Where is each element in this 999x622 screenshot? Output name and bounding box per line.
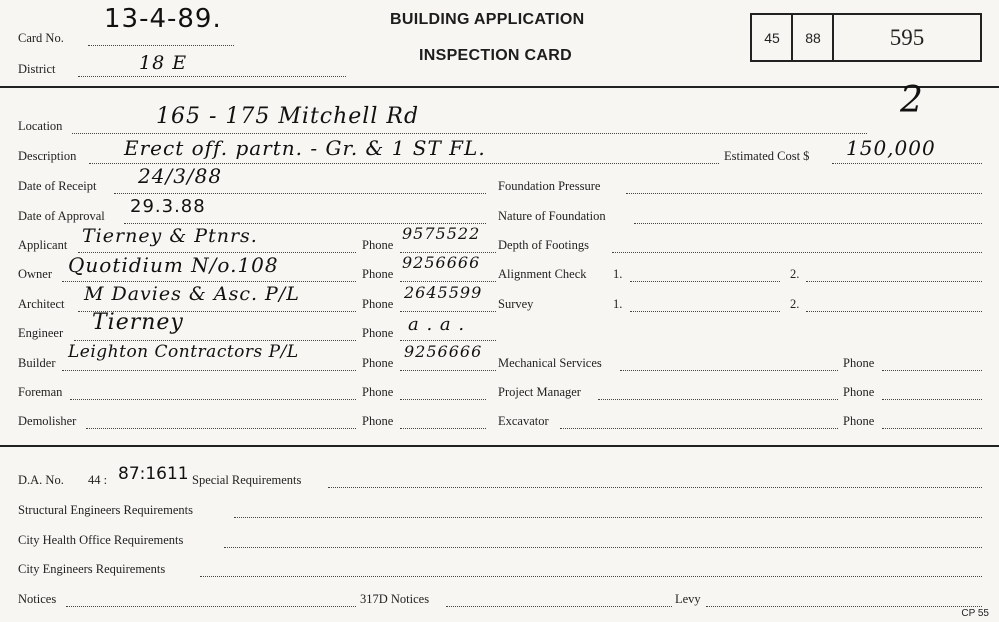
card-no-label: Card No. <box>18 31 64 45</box>
demolisher-phone-line <box>400 428 486 429</box>
receipt-line <box>114 193 486 194</box>
city-engineers-line <box>200 576 982 577</box>
notices-317d-line <box>446 606 672 607</box>
box-a: 45 <box>764 29 780 46</box>
location-line <box>72 133 867 134</box>
estimated-cost-label: Estimated Cost $ <box>724 149 810 163</box>
demolisher-label: Demolisher <box>18 414 77 428</box>
district-line <box>78 76 346 77</box>
depth-footings-label: Depth of Footings <box>498 238 589 252</box>
survey-label: Survey <box>498 297 534 311</box>
special-requirements-label: Special Requirements <box>192 473 302 487</box>
excavator-label: Excavator <box>498 414 549 428</box>
architect-phone-label: Phone <box>362 297 394 311</box>
applicant-phone: 9575522 <box>402 224 481 243</box>
survey-1-line <box>630 311 780 312</box>
notices-line <box>66 606 356 607</box>
foreman-phone-line <box>400 399 486 400</box>
foreman-line <box>70 399 356 400</box>
depth-footings-line <box>612 252 982 253</box>
card-number-box <box>750 13 982 62</box>
city-engineers-label: City Engineers Requirements <box>18 562 166 576</box>
foundation-pressure-line <box>626 193 982 194</box>
mechanical-phone-line <box>882 370 982 371</box>
da-prefix: 44 : <box>88 473 108 487</box>
structural-label: Structural Engineers Requirements <box>18 503 193 517</box>
builder-phone-line <box>400 370 496 371</box>
mechanical-phone-label: Phone <box>843 356 875 370</box>
box-b: 88 <box>805 29 821 46</box>
structural-line <box>234 517 982 518</box>
applicant-value: Tierney & Ptnrs. <box>82 225 258 247</box>
builder-value: Leighton Contractors P/L <box>68 342 299 362</box>
builder-line <box>62 370 356 371</box>
survey-2-label: 2. <box>790 297 800 311</box>
owner-value: Quotidium N/o.108 <box>68 253 279 277</box>
alignment-1-label: 1. <box>613 267 623 281</box>
estimated-cost-line <box>832 163 982 164</box>
project-manager-label: Project Manager <box>498 385 581 399</box>
project-manager-phone-label: Phone <box>843 385 875 399</box>
alignment-label: Alignment Check <box>498 267 587 281</box>
location-mark: 2 <box>900 80 924 121</box>
health-line <box>224 547 982 548</box>
special-requirements-line <box>328 487 982 488</box>
engineer-phone-label: Phone <box>362 326 394 340</box>
receipt-label: Date of Receipt <box>18 179 97 193</box>
engineer-line <box>74 340 356 341</box>
applicant-phone-label: Phone <box>362 238 394 252</box>
engineer-phone: a . a . <box>408 314 466 335</box>
architect-phone-line <box>400 311 496 312</box>
nature-foundation-label: Nature of Foundation <box>498 209 606 223</box>
card-no-line <box>88 45 234 46</box>
owner-phone: 9256666 <box>402 253 481 272</box>
lower-divider <box>0 445 999 447</box>
alignment-2-label: 2. <box>790 267 800 281</box>
notices-label: Notices <box>18 592 57 606</box>
alignment-2-line <box>806 281 982 282</box>
applicant-label: Applicant <box>18 238 68 252</box>
survey-2-line <box>806 311 982 312</box>
receipt-value: 24/3/88 <box>138 164 223 188</box>
approval-value: 29.3.88 <box>130 196 206 217</box>
location-value: 165 - 175 Mitchell Rd <box>156 104 420 129</box>
mechanical-line <box>620 370 838 371</box>
engineer-value: Tierney <box>92 310 184 335</box>
estimated-cost-value: 150,000 <box>846 136 936 160</box>
excavator-line <box>560 428 838 429</box>
description-label: Description <box>18 149 77 163</box>
levy-label: Levy <box>675 592 701 606</box>
location-label: Location <box>18 119 63 133</box>
demolisher-line <box>86 428 356 429</box>
owner-line <box>62 281 356 282</box>
builder-label: Builder <box>18 356 56 370</box>
health-label: City Health Office Requirements <box>18 533 184 547</box>
form-subtitle: INSPECTION CARD <box>419 47 572 64</box>
builder-phone: 9256666 <box>404 342 483 361</box>
architect-label: Architect <box>18 297 65 311</box>
serial-number: 595 <box>889 24 925 50</box>
description-value: Erect off. partn. - Gr. & 1 ST FL. <box>124 136 486 160</box>
nature-foundation-line <box>634 223 982 224</box>
approval-label: Date of Approval <box>18 209 105 223</box>
owner-label: Owner <box>18 267 53 281</box>
form-code: CP 55 <box>961 608 989 619</box>
mechanical-label: Mechanical Services <box>498 356 602 370</box>
excavator-phone-label: Phone <box>843 414 875 428</box>
foreman-phone-label: Phone <box>362 385 394 399</box>
da-label: D.A. No. <box>18 473 64 487</box>
form-title: BUILDING APPLICATION <box>390 11 585 28</box>
header-divider <box>0 86 999 88</box>
builder-phone-label: Phone <box>362 356 394 370</box>
alignment-1-line <box>630 281 780 282</box>
architect-phone: 2645599 <box>404 283 483 302</box>
notices-317d-label: 317D Notices <box>360 592 430 606</box>
survey-1-label: 1. <box>613 297 623 311</box>
foreman-label: Foreman <box>18 385 63 399</box>
levy-line <box>706 606 982 607</box>
excavator-phone-line <box>882 428 982 429</box>
district-value: 18 E <box>139 52 188 74</box>
project-manager-phone-line <box>882 399 982 400</box>
project-manager-line <box>598 399 838 400</box>
owner-phone-label: Phone <box>362 267 394 281</box>
owner-phone-line <box>400 281 496 282</box>
engineer-label: Engineer <box>18 326 64 340</box>
card-no-value: 13-4-89. <box>104 4 222 34</box>
architect-value: M Davies & Asc. P/L <box>84 283 300 305</box>
foundation-pressure-label: Foundation Pressure <box>498 179 601 193</box>
demolisher-phone-label: Phone <box>362 414 394 428</box>
engineer-phone-line <box>400 340 496 341</box>
district-label: District <box>18 62 56 76</box>
da-value: 87:1611 <box>118 464 189 484</box>
